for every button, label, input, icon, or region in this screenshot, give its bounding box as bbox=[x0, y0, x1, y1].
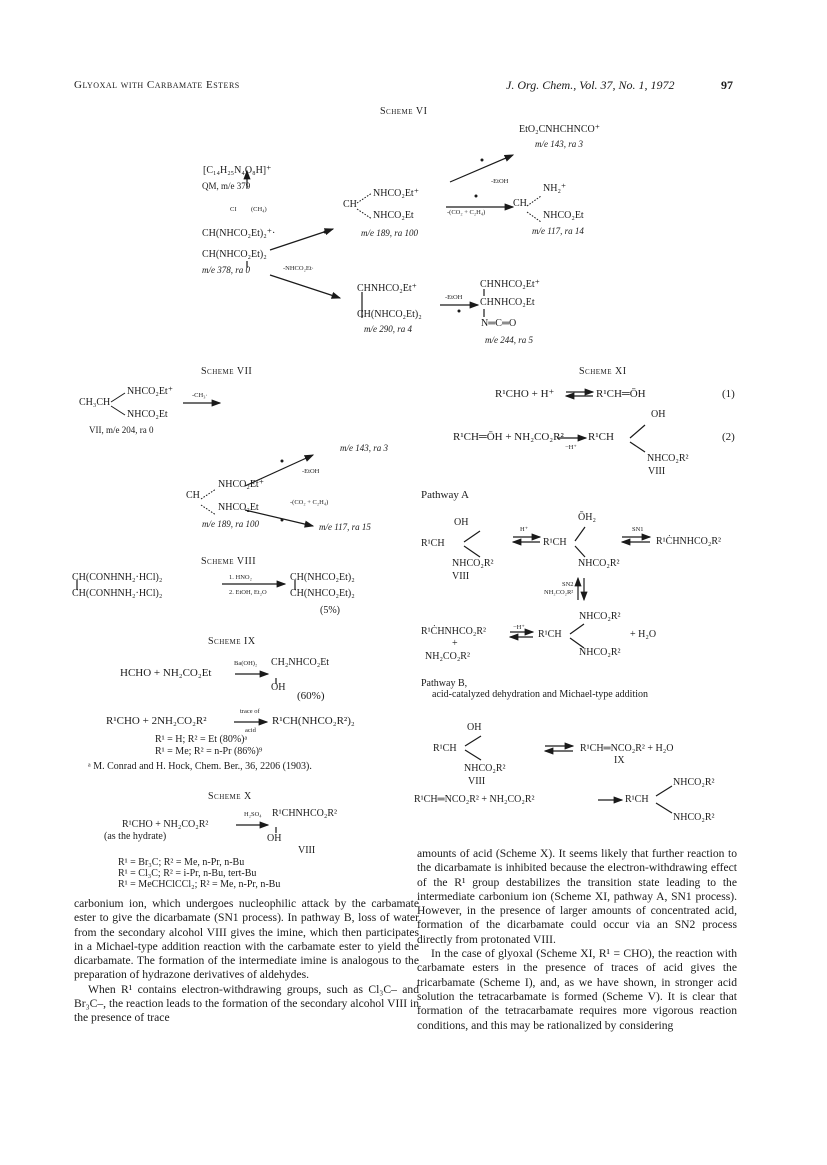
a-r1ch: R¹CH bbox=[421, 538, 445, 549]
vii-bot-me: m/e 117, ra 15 bbox=[319, 522, 371, 532]
b-eq: R¹CH═NCO₂R² + NH₂CO₂R² bbox=[414, 794, 535, 805]
viii-cond1: 1. HNO₂ bbox=[229, 574, 252, 581]
body-right-column bbox=[417, 847, 737, 1033]
parent-ion-1: CH(NHCO₂Et)₂⁺· bbox=[202, 228, 276, 239]
xi-eq-num-1: (1) bbox=[722, 388, 735, 400]
vii-mid-nh2: NHCO₂Et bbox=[218, 502, 259, 513]
running-title: Glyoxal with Carbamate Esters bbox=[74, 79, 240, 91]
a-prod-nh1: NHCO₂R² bbox=[579, 611, 621, 622]
vii-loss-co2: -(CO₂ + C₂H₄) bbox=[290, 499, 329, 506]
a-oh2: ŌH₂ bbox=[578, 512, 596, 523]
xi-eq2-nh: NHCO₂R² bbox=[647, 453, 689, 464]
loss-co2: -(CO₂ + C₂H₄) bbox=[447, 209, 486, 216]
a-sn2: SN2 bbox=[562, 581, 574, 588]
mid-me: m/e 189, ra 100 bbox=[361, 228, 418, 238]
r-ion-2: CHNHCO₂Et bbox=[480, 297, 535, 308]
pathway-b-label: Pathway B, bbox=[421, 678, 468, 689]
b-nh1: NHCO₂R² bbox=[673, 777, 715, 788]
b-viii: VIII bbox=[468, 776, 486, 787]
vii-ch3ch: CH₃CH bbox=[79, 397, 111, 408]
viii-r2: CH(NHCO₂Et)₂ bbox=[290, 588, 355, 599]
ix-yield: (60%) bbox=[297, 690, 325, 702]
vii-mid-nh1: NHCO₂Et⁺ bbox=[218, 479, 264, 490]
a-carbocation-2: R¹ĊHNHCO₂R² bbox=[421, 626, 487, 637]
ch4-label: (CH₄) bbox=[251, 206, 267, 213]
scheme-vi-title: Scheme VI bbox=[380, 106, 428, 117]
xi-minus-h: −H⁺ bbox=[565, 444, 577, 451]
ion-143-me: m/e 143, ra 3 bbox=[535, 139, 583, 149]
xi-viii: VIII bbox=[648, 466, 666, 477]
a-carbocation: R¹ĊHNHCO₂R² bbox=[656, 536, 722, 547]
vii-label: VII, m/e 204, ra 0 bbox=[89, 425, 154, 435]
viii-l2: CH(CONHNH₂·HCl)₂ bbox=[72, 588, 163, 599]
xi-eq-num-2: (2) bbox=[722, 431, 735, 443]
x-sub1: R¹ = Br₃C; R² = Me, n-Pr, n-Bu bbox=[118, 857, 245, 868]
x-prod: R¹CHNHCO₂R² bbox=[272, 808, 338, 819]
loss-nhco2et: -NHCO₂Et· bbox=[283, 265, 314, 272]
a-h2o: + H₂O bbox=[630, 629, 657, 640]
xi-oh: OH bbox=[651, 409, 666, 420]
ix-eq2-prod: R¹CH(NHCO₂R²)₂ bbox=[272, 715, 355, 727]
pathway-a-label: Pathway A bbox=[421, 489, 469, 501]
b-ix: IX bbox=[614, 755, 625, 766]
ci-label: CI bbox=[230, 206, 237, 213]
scheme-ix-title: Scheme IX bbox=[208, 636, 256, 647]
r-me: m/e 244, ra 5 bbox=[485, 335, 533, 345]
nh2-me: m/e 117, ra 14 bbox=[532, 226, 584, 236]
ix-sub2: R¹ = Me; R² = n-Pr (86%)⁹ bbox=[155, 746, 263, 757]
scheme-vii-title: Scheme VII bbox=[201, 366, 253, 377]
mid-nh2: NHCO₂Et bbox=[373, 210, 414, 221]
x-oh: OH bbox=[267, 833, 282, 844]
scheme-xi-title: Scheme XI bbox=[579, 366, 627, 377]
ix-prod1: CH₂NHCO₂Et bbox=[271, 657, 330, 668]
b-oh: OH bbox=[467, 722, 482, 733]
low-me: m/e 290, ra 4 bbox=[364, 324, 412, 334]
a-minus-h: −H⁺ bbox=[513, 624, 525, 631]
vii-mid-me: m/e 189, ra 100 bbox=[202, 519, 259, 529]
body-left-para-1: carbonium ion, which undergoes nucleophilic attack by the carbamate ester to give the dicarbamate (SN1 process). In pathway B, loss of water from the secondary alcohol VIII gives the imine, which then participates in a Michael-type addition reaction with the carbamate ester to yield the dicarbamate. The formation of the intermediate imine is analogous to the preparation of hydrazone derivatives of aldehydes. bbox=[74, 897, 419, 982]
a-nh2co2r2: NH₂CO₂R² bbox=[425, 651, 470, 662]
a-plus: + bbox=[452, 638, 458, 649]
x-sub2: R¹ = Cl₃C; R² = i-Pr, n-Bu, tert-Bu bbox=[118, 868, 257, 879]
xi-eq2: R¹CH═ŌH + NH₂CO₂R² bbox=[453, 431, 564, 443]
x-cat: H₂SO₄ bbox=[244, 811, 262, 818]
a-nh: NHCO₂R² bbox=[452, 558, 494, 569]
x-sub3: R¹ = MeCHClCCl₂; R² = Me, n-Pr, n-Bu bbox=[118, 879, 281, 890]
x-react: R¹CHO + NH₂CO₂R² bbox=[122, 819, 209, 830]
nh2-nh: NHCO₂Et bbox=[543, 210, 584, 221]
xi-eq1: R¹CHO + H⁺ bbox=[495, 388, 555, 400]
ix-trace: trace of bbox=[240, 708, 260, 715]
qm-me: QM, m/e 379 bbox=[202, 181, 251, 191]
low-ion-2: CH(NHCO₂Et)₂ bbox=[357, 309, 422, 320]
nh2-ch: CH bbox=[513, 198, 527, 209]
b-r1ch: R¹CH bbox=[433, 743, 457, 754]
body-left-para-2: When R¹ contains electron-withdrawing groups, such as Cl₃C– and Br₃C–, the reaction leads to the formation of the secondary alcohol VIII in the presence of trace bbox=[74, 982, 419, 1025]
ix-oh: OH bbox=[271, 682, 286, 693]
a-sn1: SN1 bbox=[632, 526, 644, 533]
vii-mid-ch: CH bbox=[186, 490, 200, 501]
a-prod-ch: R¹CH bbox=[538, 629, 562, 640]
r-ion-3: N═C═O bbox=[481, 318, 517, 329]
vii-nh1: NHCO₂Et⁺ bbox=[127, 386, 173, 397]
a-oh: OH bbox=[454, 517, 469, 528]
x-hydrate: (as the hydrate) bbox=[104, 831, 167, 842]
journal-citation: J. Org. Chem., Vol. 37, No. 1, 1972 bbox=[506, 78, 675, 92]
a-r1ch-2: R¹CH bbox=[543, 537, 567, 548]
a-viii: VIII bbox=[452, 571, 470, 582]
a-sn2-reagent: NH₂CO₂R² bbox=[544, 589, 574, 596]
qm-formula: [C₁₄H₂₅N₄O₈H]⁺ bbox=[203, 165, 272, 176]
viii-yield: (5%) bbox=[320, 605, 340, 616]
ix-eq1: HCHO + NH₂CO₂Et bbox=[120, 667, 212, 679]
body-right-para-2: In the case of glyoxal (Scheme XI, R¹ = CHO), the reaction with carbamate esters in the presence of traces of acid gives the tricarbamate (Scheme I), and, as we have shown, in stronger acid solution the tetracarbamate is formed (Scheme V). It is clear that formation of the tetracarbamate requires more vigorous reaction conditions, and this may be rationalized by considering bbox=[417, 947, 737, 1032]
r-ion-1: CHNHCO₂Et⁺ bbox=[480, 279, 540, 290]
a-nh-2: NHCO₂R² bbox=[578, 558, 620, 569]
ix-eq2: R¹CHO + 2NH₂CO₂R² bbox=[106, 715, 207, 727]
b-nh: NHCO₂R² bbox=[464, 763, 506, 774]
ix-footnote: ᵃ M. Conrad and H. Hock, Chem. Ber., 36, 2206 (1903). bbox=[88, 761, 312, 772]
mid-ch: CH bbox=[343, 199, 357, 210]
loss-etoh-1: -EtOH bbox=[491, 178, 509, 185]
low-ion-1: CHNHCO₂Et⁺ bbox=[357, 283, 417, 294]
viii-cond2: 2. EtOH, Et₂O bbox=[229, 589, 267, 596]
xi-eq1-prod: R¹CH═ŌH bbox=[596, 388, 646, 400]
body-left-column bbox=[74, 897, 419, 1026]
vii-loss-ch3: -CH₃· bbox=[192, 392, 208, 399]
viii-r1: CH(NHCO₂Et)₂ bbox=[290, 572, 355, 583]
vii-loss-etoh: -EtOH bbox=[302, 468, 320, 475]
body-right-para-1: amounts of acid (Scheme X). It seems likely that further reaction to the dicarbamate is inhibited because the electron-withdrawing effect of the R¹ group destabilizes the transition state leading to the intermediate carbonium ion (Scheme XI, pathway A, SN1 process). However, in the presence of larger amounts of concentrated acid, formation of the dicarbamate could occur via an SN2 process directly from protonated VIII. bbox=[417, 847, 737, 946]
ix-cat: Ba(OH)₂ bbox=[234, 660, 258, 667]
mid-nh1: NHCO₂Et⁺ bbox=[373, 188, 419, 199]
vii-nh2: NHCO₂Et bbox=[127, 409, 168, 420]
arrow-to-290 bbox=[270, 275, 340, 298]
loss-etoh-2: -EtOH bbox=[445, 294, 463, 301]
scheme-viii-title: Scheme VIII bbox=[201, 556, 257, 567]
nh2-ion: NH₂⁺ bbox=[543, 183, 567, 194]
ix-acid: acid bbox=[245, 727, 256, 734]
parent-ion-2: CH(NHCO₂Et)₂ bbox=[202, 249, 267, 260]
b-ch: R¹CH bbox=[625, 794, 649, 805]
parent-me: m/e 378, ra 0 bbox=[202, 265, 250, 275]
ion-143: EtO₂CNHCHNCO⁺ bbox=[519, 124, 600, 135]
a-prod-nh2: NHCO₂R² bbox=[579, 647, 621, 658]
b-prod: R¹CH═NCO₂R² + H₂O bbox=[580, 743, 674, 754]
scheme-x-title: Scheme X bbox=[208, 791, 252, 802]
vii-top-me: m/e 143, ra 3 bbox=[340, 443, 388, 453]
b-nh2: NHCO₂R² bbox=[673, 812, 715, 823]
page-number: 97 bbox=[721, 78, 733, 92]
viii-l1: CH(CONHNH₂·HCl)₂ bbox=[72, 572, 163, 583]
xi-eq2-prod: R¹CH bbox=[588, 431, 614, 443]
pathway-b-desc: acid-catalyzed dehydration and Michael-type addition bbox=[432, 689, 649, 700]
ix-sub1: R¹ = H; R² = Et (80%)ᵃ bbox=[155, 734, 248, 745]
x-viii: VIII bbox=[298, 845, 316, 856]
a-h-plus: H⁺ bbox=[520, 526, 529, 533]
